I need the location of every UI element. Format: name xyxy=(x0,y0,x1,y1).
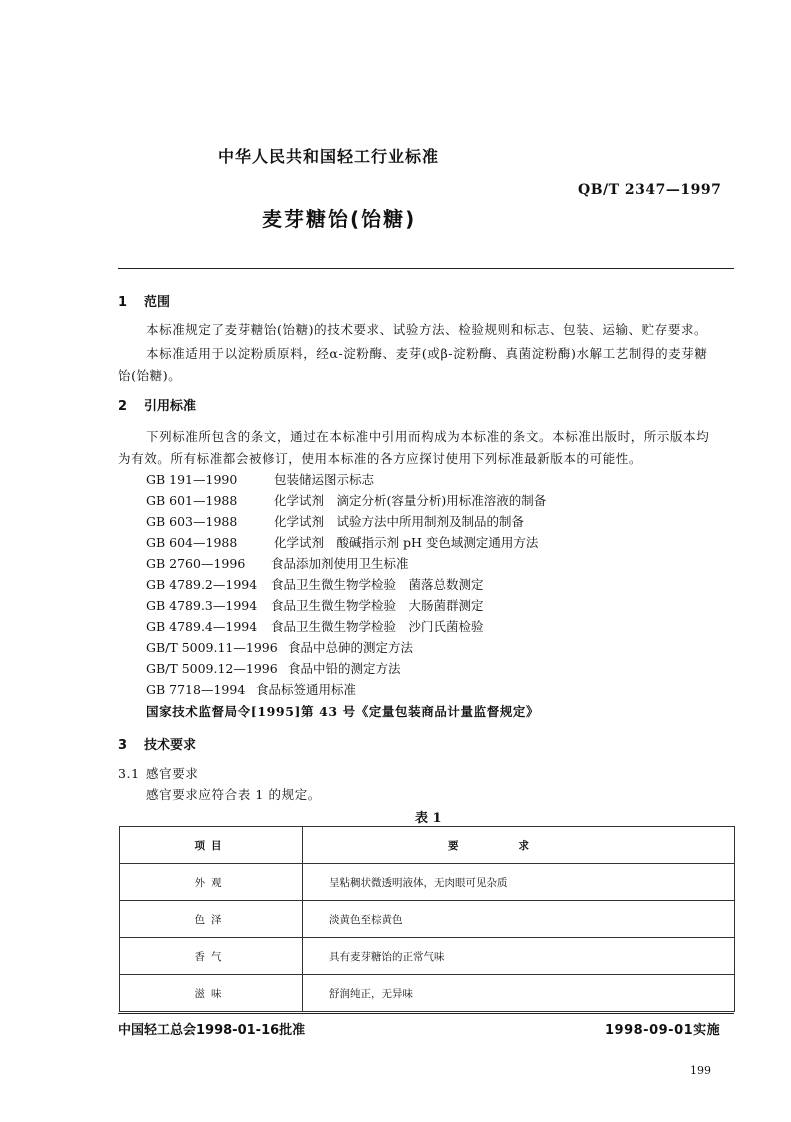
reference-item xyxy=(146,512,524,530)
requirement-cell: 舒润纯正，无异味 xyxy=(303,975,735,1012)
reference-title: 食品添加剂使用卫生标准 xyxy=(271,556,409,571)
item-cell: 滋味 xyxy=(120,975,303,1012)
section-title: 范围 xyxy=(144,295,171,310)
section-number: 2 xyxy=(118,399,128,414)
reference-code: GB 4789.2—1994 xyxy=(146,577,258,592)
reference-title: 包装储运图示标志 xyxy=(274,472,375,487)
reference-code: GB 7718—1994 xyxy=(146,682,246,697)
reference-code: GB 4789.3—1994 xyxy=(146,598,258,613)
approval-statement: 中国轻工总会1998-01-16批准 xyxy=(118,1023,306,1038)
table-header-row xyxy=(120,827,735,864)
reference-code: GB 4789.4—1994 xyxy=(146,619,258,634)
reference-decree: 国家技术监督局令[1995]第 43 号《定量包装商品计量监督规定》 xyxy=(146,704,540,719)
table-row xyxy=(120,938,735,975)
section-3-heading xyxy=(118,734,196,753)
reference-code: GB 604—1988 xyxy=(146,535,238,550)
reference-title: 化学试剂 滴定分析(容量分析)用标准溶液的制备 xyxy=(274,493,547,508)
reference-title: 食品标签通用标准 xyxy=(256,682,357,697)
subsection-3-1-heading xyxy=(118,764,198,782)
header-requirement-cell: 要求 xyxy=(303,827,735,864)
table-row xyxy=(120,901,735,938)
section-title: 引用标准 xyxy=(144,399,197,414)
footer-divider xyxy=(118,1013,734,1014)
reference-code: GB 603—1988 xyxy=(146,514,238,529)
reference-code: GB 2760—1996 xyxy=(146,556,246,571)
reference-item xyxy=(146,596,484,614)
reference-title: 食品卫生微生物学检验 沙门氏菌检验 xyxy=(271,619,484,634)
header-item-cell: 项目 xyxy=(120,827,303,864)
reference-item xyxy=(146,638,413,656)
item-cell: 外观 xyxy=(120,864,303,901)
reference-title: 食品中总砷的测定方法 xyxy=(288,640,414,655)
document-title: 麦芽糖饴(饴糖) xyxy=(262,207,417,231)
reference-item xyxy=(146,659,401,677)
header-divider xyxy=(118,268,734,269)
requirement-cell: 具有麦芽糖饴的正常气味 xyxy=(303,938,735,975)
section-number: 1 xyxy=(118,295,128,310)
section-1-paragraph-2-line-1: 本标准适用于以淀粉质原料，经α-淀粉酶、麦芽(或β-淀粉酶、真菌淀粉酶)水解工艺制得的麦芽糖 xyxy=(146,346,708,361)
section-2-paragraph-line-1: 下列标准所包含的条文，通过在本标准中引用而构成为本标准的条文。本标准出版时，所示版本均 xyxy=(146,429,710,444)
section-number: 3 xyxy=(118,738,128,753)
requirement-cell: 淡黄色至棕黄色 xyxy=(303,901,735,938)
table-row xyxy=(120,975,735,1012)
reference-title: 化学试剂 酸碱指示剂 pH 变色域测定通用方法 xyxy=(274,535,539,550)
reference-item xyxy=(146,575,484,593)
reference-item xyxy=(146,680,356,698)
reference-title: 食品卫生微生物学检验 菌落总数测定 xyxy=(271,577,484,592)
table-row xyxy=(120,864,735,901)
reference-item xyxy=(146,533,538,551)
table-caption: 表 1 xyxy=(415,811,442,826)
section-1-paragraph-1: 本标准规定了麦芽糖饴(饴糖)的技术要求、试验方法、检验规则和标志、包装、运输、贮存要求。 xyxy=(146,322,708,337)
section-1-heading xyxy=(118,291,170,310)
reference-title: 食品卫生微生物学检验 大肠菌群测定 xyxy=(271,598,484,613)
subsection-3-1-text: 感官要求应符合表 1 的规定。 xyxy=(146,787,321,802)
requirement-cell: 呈粘稠状微透明液体，无肉眼可见杂质 xyxy=(303,864,735,901)
section-2-heading xyxy=(118,395,196,414)
issuing-organization: 中华人民共和国轻工行业标准 xyxy=(218,147,440,166)
reference-code: GB 191—1990 xyxy=(146,472,238,487)
standard-number: QB/T 2347—1997 xyxy=(578,182,722,198)
section-title: 技术要求 xyxy=(144,738,197,753)
reference-item xyxy=(146,554,409,572)
subsection-number: 3.1 xyxy=(118,766,140,781)
sensory-requirements-table xyxy=(119,826,735,1012)
reference-item xyxy=(146,617,484,635)
reference-code: GB 601—1988 xyxy=(146,493,238,508)
reference-item xyxy=(146,470,374,488)
reference-code: GB/T 5009.12—1996 xyxy=(146,661,278,676)
reference-code: GB/T 5009.11—1996 xyxy=(146,640,278,655)
implementation-date: 1998-09-01实施 xyxy=(605,1023,721,1038)
item-cell: 香气 xyxy=(120,938,303,975)
reference-item xyxy=(146,491,546,509)
item-cell: 色泽 xyxy=(120,901,303,938)
subsection-title: 感官要求 xyxy=(146,766,199,781)
section-1-paragraph-2-line-2: 饴(饴糖)。 xyxy=(118,368,182,383)
page-number: 199 xyxy=(690,1064,711,1077)
section-2-paragraph-line-2: 为有效。所有标准都会被修订，使用本标准的各方应探讨使用下列标准最新版本的可能性。 xyxy=(118,451,643,466)
reference-title: 食品中铅的测定方法 xyxy=(288,661,401,676)
reference-title: 化学试剂 试验方法中所用制剂及制品的制备 xyxy=(274,514,525,529)
